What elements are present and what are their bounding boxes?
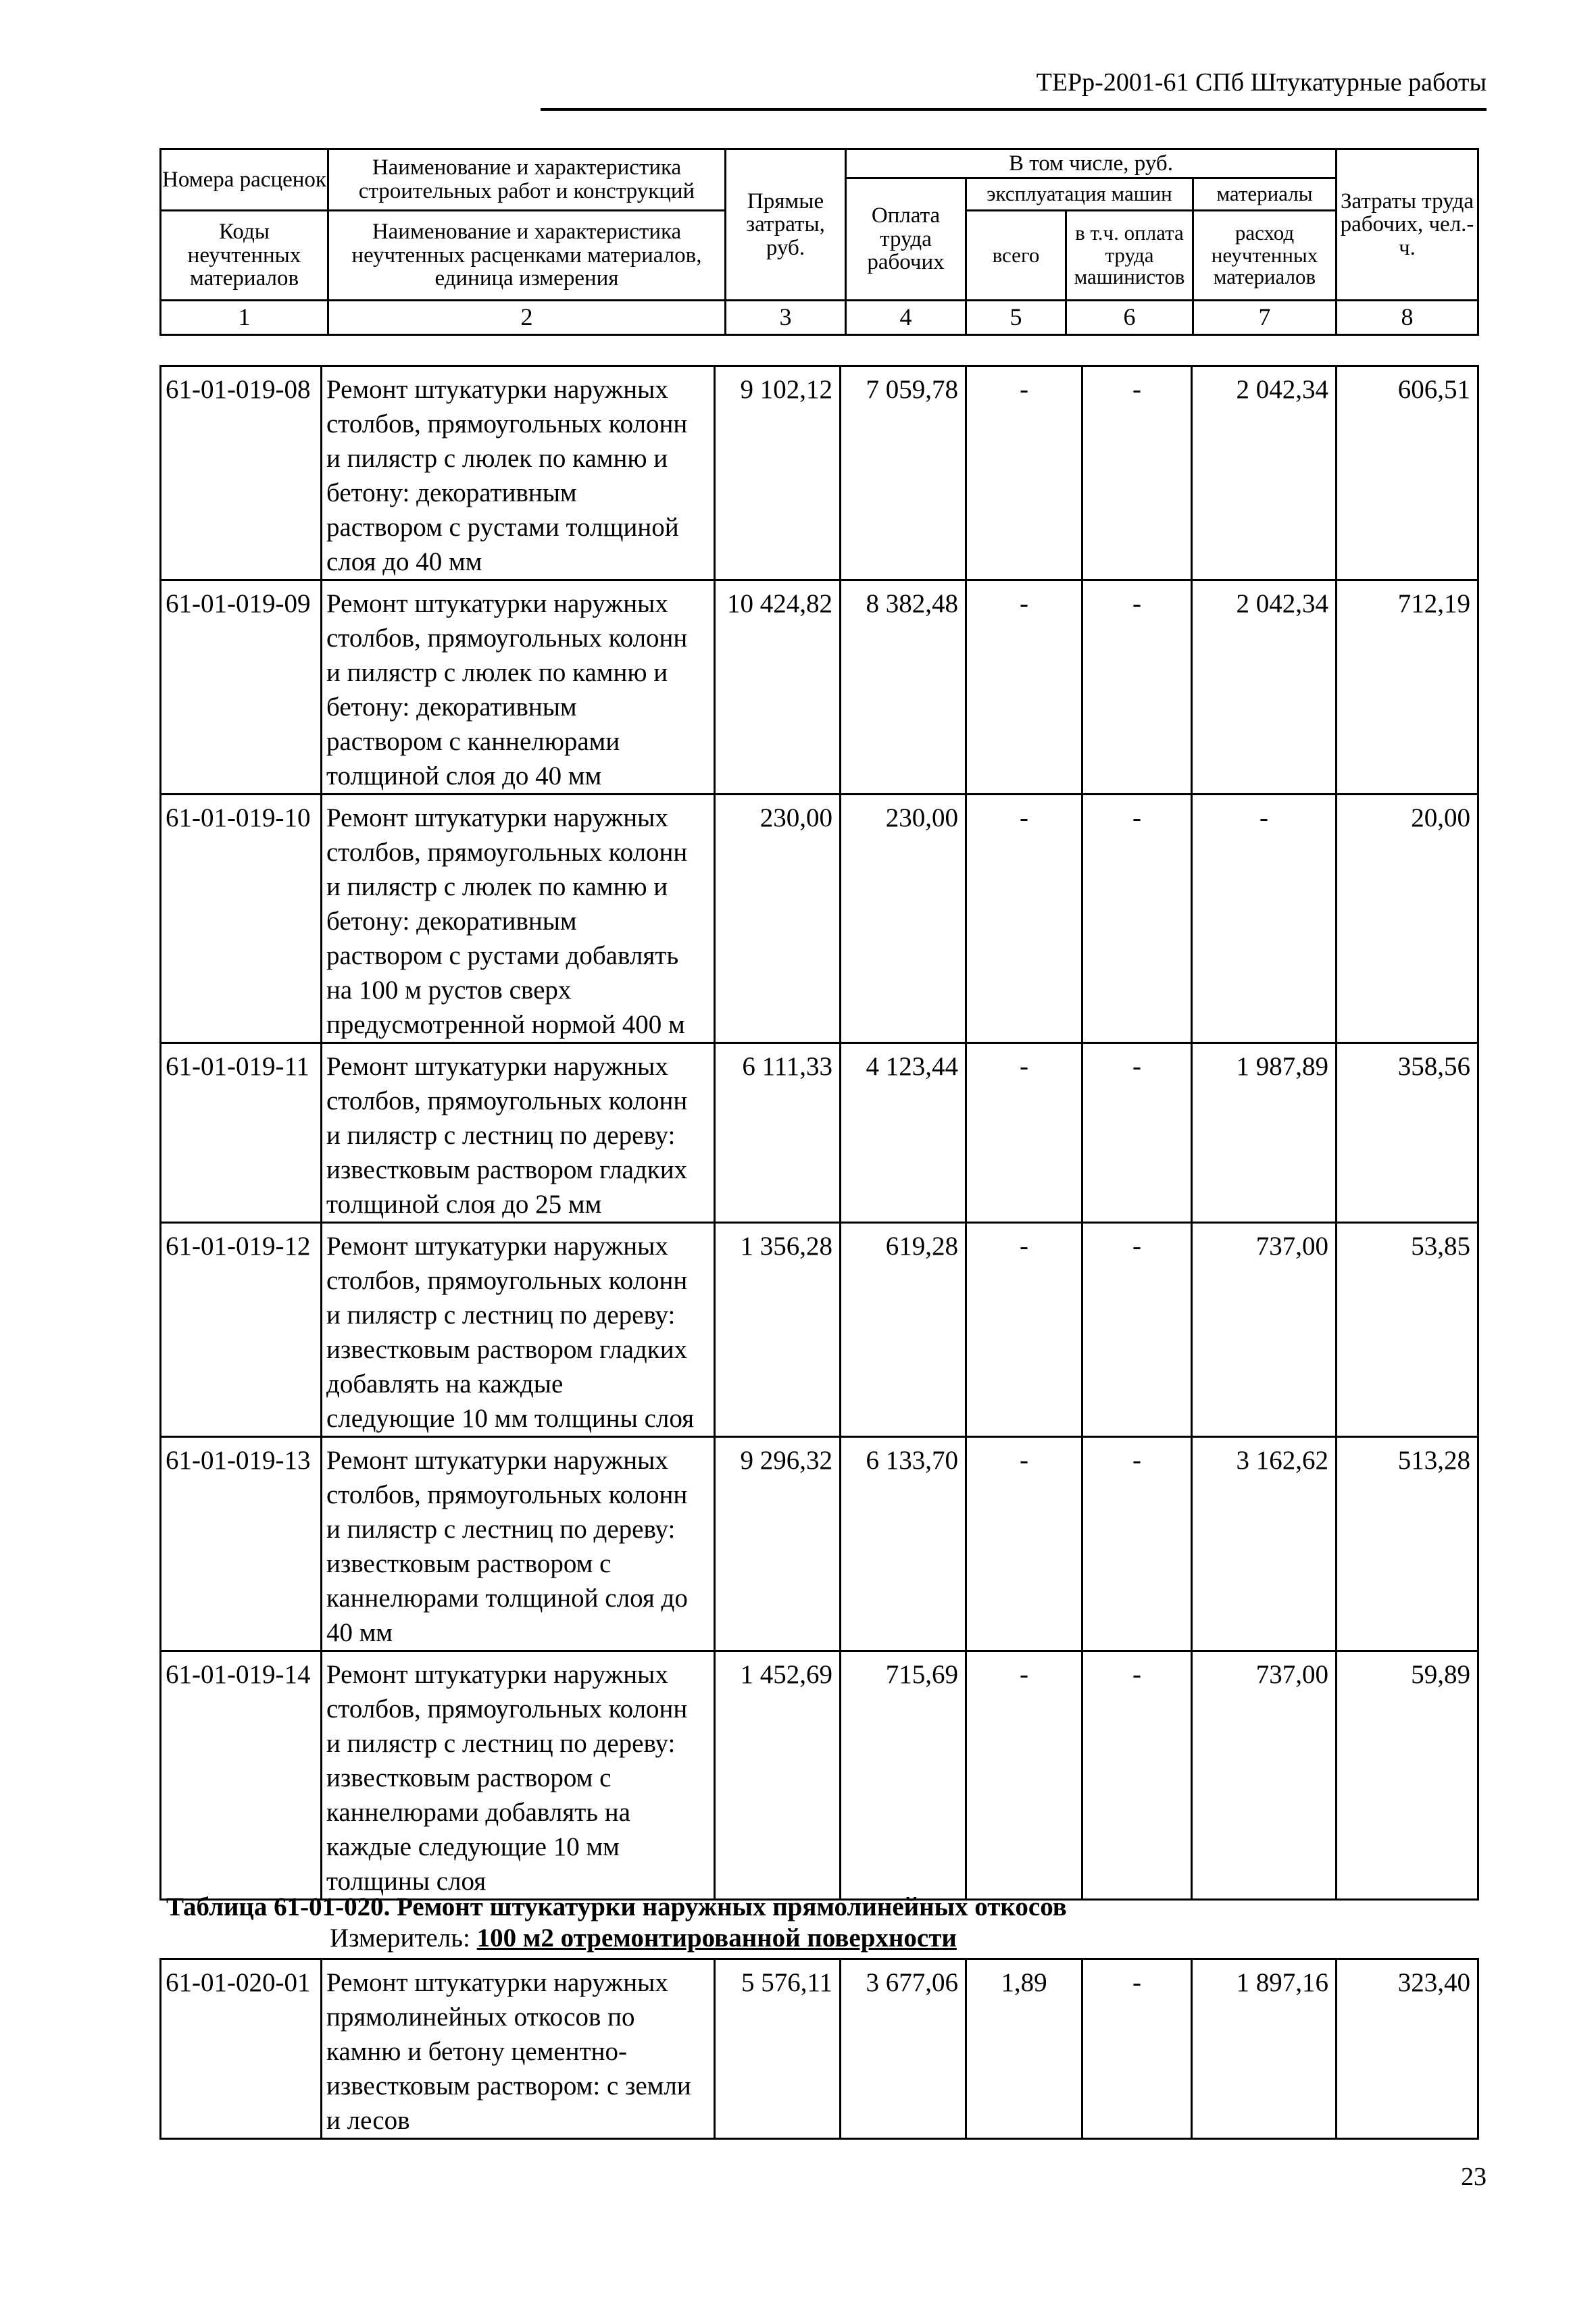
work-description <box>322 1651 715 1900</box>
description-line: на 100 м рустов сверх <box>326 976 572 1005</box>
work-description <box>322 1959 715 2139</box>
column-number: 2 <box>328 301 726 335</box>
direct-costs-value: 10 424,82 <box>715 580 841 795</box>
direct-costs-value: 9 296,32 <box>715 1437 841 1651</box>
direct-costs-value: 1 356,28 <box>715 1223 841 1437</box>
description-line: и лесов <box>326 2106 410 2135</box>
description-line: предусмотренной нормой 400 м <box>326 1010 685 1039</box>
description-line: каннелюрами добавлять на <box>326 1798 630 1827</box>
table-caption: Таблица 61-01-020. Ремонт штукатурки наружных прямолинейных откосов <box>166 1892 1067 1921</box>
labor-hours-value: 712,19 <box>1337 580 1478 795</box>
machinists-pay-value: - <box>1082 580 1192 795</box>
labor-hours-value: 53,85 <box>1337 1223 1478 1437</box>
table-row <box>161 1437 1478 1651</box>
unit-line <box>330 1923 957 1953</box>
description-line: Ремонт штукатурки наружных <box>326 375 668 404</box>
machines-value: - <box>966 1437 1082 1651</box>
column-number: 5 <box>966 301 1066 335</box>
description-line: столбов, прямоугольных колонн <box>326 409 688 438</box>
description-line: столбов, прямоугольных колонн <box>326 1086 688 1115</box>
direct-costs-value: 5 576,11 <box>715 1959 841 2139</box>
materials-value: 737,00 <box>1192 1223 1337 1437</box>
description-line: столбов, прямоугольных колонн <box>326 838 688 867</box>
header-machine-total: всего <box>966 211 1066 301</box>
column-number: 8 <box>1337 301 1478 335</box>
description-line: бетону: декоративным <box>326 907 577 936</box>
materials-value: 3 162,62 <box>1192 1437 1337 1651</box>
work-description <box>322 1223 715 1437</box>
description-line: следующие 10 мм толщины слоя <box>326 1404 695 1433</box>
table-row <box>161 1959 1478 2139</box>
labor-pay-value: 230,00 <box>841 795 966 1043</box>
description-line: Ремонт штукатурки наружных <box>326 1968 668 1997</box>
header-materials: материалы <box>1193 178 1337 211</box>
rate-code: 61-01-019-10 <box>161 795 322 1043</box>
direct-costs-value: 6 111,33 <box>715 1043 841 1223</box>
table-row <box>161 580 1478 795</box>
machinists-pay-value: - <box>1082 1651 1192 1900</box>
header-machinists-pay: в т.ч. оплата труда машинистов <box>1066 211 1193 301</box>
description-line: Ремонт штукатурки наружных <box>326 589 668 618</box>
description-line: столбов, прямоугольных колонн <box>326 1480 688 1509</box>
description-line: известковым раствором: с земли <box>326 2071 691 2101</box>
materials-value: 1 897,16 <box>1192 1959 1337 2139</box>
materials-value: 2 042,34 <box>1192 580 1337 795</box>
work-description <box>322 580 715 795</box>
page-number: 23 <box>1461 2163 1487 2191</box>
rate-code: 61-01-019-13 <box>161 1437 322 1651</box>
labor-pay-value: 3 677,06 <box>841 1959 966 2139</box>
labor-pay-value: 7 059,78 <box>841 366 966 580</box>
description-line: и пилястр с лестниц по дереву: <box>326 1729 676 1758</box>
work-description <box>322 795 715 1043</box>
description-line: бетону: декоративным <box>326 478 577 507</box>
description-line: столбов, прямоугольных колонн <box>326 1266 688 1295</box>
machines-value: - <box>966 1651 1082 1900</box>
description-line: слоя до 40 мм <box>326 547 482 576</box>
description-line: каждые следующие 10 мм <box>326 1832 620 1861</box>
column-number: 4 <box>846 301 966 335</box>
direct-costs-value: 1 452,69 <box>715 1651 841 1900</box>
description-line: толщины слоя <box>326 1867 487 1896</box>
labor-hours-value: 20,00 <box>1337 795 1478 1043</box>
description-line: Ремонт штукатурки наружных <box>326 1446 668 1475</box>
description-line: известковым раствором гладких <box>326 1335 688 1364</box>
rate-code: 61-01-020-01 <box>161 1959 322 2139</box>
table-row <box>161 1043 1478 1223</box>
table-row <box>161 795 1478 1043</box>
machinists-pay-value: - <box>1082 1223 1192 1437</box>
labor-hours-value: 513,28 <box>1337 1437 1478 1651</box>
header-machine-operation: эксплуатация машин <box>966 178 1193 211</box>
rate-code: 61-01-019-09 <box>161 580 322 795</box>
unit-label: Измеритель: <box>330 1923 470 1953</box>
description-line: Ремонт штукатурки наружных <box>326 1052 668 1081</box>
column-number: 6 <box>1066 301 1193 335</box>
header-including: В том числе, руб. <box>846 149 1337 178</box>
description-line: и пилястр с люлек по камню и <box>326 658 668 687</box>
description-line: и пилястр с лестниц по дереву: <box>326 1121 676 1150</box>
work-description <box>322 366 715 580</box>
description-line: раствором с каннелюрами <box>326 727 620 756</box>
description-line: известковым раствором гладких <box>326 1155 688 1184</box>
description-line: и пилястр с люлек по камню и <box>326 444 668 473</box>
labor-pay-value: 715,69 <box>841 1651 966 1900</box>
description-line: раствором с рустами толщиной <box>326 513 679 542</box>
machinists-pay-value: - <box>1082 366 1192 580</box>
table-row <box>161 366 1478 580</box>
labor-pay-value: 6 133,70 <box>841 1437 966 1651</box>
description-line: толщиной слоя до 40 мм <box>326 761 602 790</box>
rate-code: 61-01-019-14 <box>161 1651 322 1900</box>
description-line: и пилястр с лестниц по дереву: <box>326 1301 676 1330</box>
header-labor-pay: Оплата труда рабочих <box>846 178 966 301</box>
machinists-pay-value: - <box>1082 1959 1192 2139</box>
description-line: Ремонт штукатурки наружных <box>326 1232 668 1261</box>
description-line: раствором с рустами добавлять <box>326 941 679 970</box>
machinists-pay-value: - <box>1082 1437 1192 1651</box>
machines-value: - <box>966 1223 1082 1437</box>
description-line: и пилястр с лестниц по дереву: <box>326 1515 676 1544</box>
description-line: добавлять на каждые <box>326 1369 564 1399</box>
rate-code: 61-01-019-12 <box>161 1223 322 1437</box>
header-labor-hours: Затраты труда рабочих, чел.-ч. <box>1337 149 1478 301</box>
machinists-pay-value: - <box>1082 795 1192 1043</box>
machines-value: - <box>966 1043 1082 1223</box>
description-line: столбов, прямоугольных колонн <box>326 1694 688 1724</box>
labor-hours-value: 323,40 <box>1337 1959 1478 2139</box>
rate-code: 61-01-019-08 <box>161 366 322 580</box>
machinists-pay-value: - <box>1082 1043 1192 1223</box>
header-material-codes: Коды неучтенных материалов <box>161 211 328 301</box>
table-row <box>161 1223 1478 1437</box>
rates-table-019 <box>159 365 1479 1901</box>
machines-value: - <box>966 580 1082 795</box>
direct-costs-value: 9 102,12 <box>715 366 841 580</box>
header-rule <box>541 108 1487 111</box>
work-description <box>322 1043 715 1223</box>
labor-hours-value: 606,51 <box>1337 366 1478 580</box>
materials-value: - <box>1192 795 1337 1043</box>
description-line: известковым раствором с <box>326 1763 612 1792</box>
description-line: Ремонт штукатурки наружных <box>326 1660 668 1689</box>
materials-value: 737,00 <box>1192 1651 1337 1900</box>
column-number: 7 <box>1193 301 1337 335</box>
description-line: и пилястр с люлек по камню и <box>326 872 668 901</box>
rates-table-020 <box>159 1958 1479 2140</box>
description-line: толщиной слоя до 25 мм <box>326 1190 602 1219</box>
column-number: 3 <box>726 301 846 335</box>
description-line: известковым раствором с <box>326 1549 612 1578</box>
machines-value: - <box>966 795 1082 1043</box>
labor-hours-value: 358,56 <box>1337 1043 1478 1223</box>
unit-value: 100 м2 отремонтированной поверхности <box>476 1923 957 1953</box>
direct-costs-value: 230,00 <box>715 795 841 1043</box>
machines-value: 1,89 <box>966 1959 1082 2139</box>
work-description <box>322 1437 715 1651</box>
description-line: каннелюрами толщиной слоя до <box>326 1584 688 1613</box>
header-materials-use: расход неучтенных материалов <box>1193 211 1337 301</box>
header-material-name: Наименование и характеристика неучтенных расценками материалов, единица измерения <box>328 211 726 301</box>
description-line: Ремонт штукатурки наружных <box>326 803 668 832</box>
description-line: прямолинейных откосов по <box>326 2003 635 2032</box>
rate-code: 61-01-019-11 <box>161 1043 322 1223</box>
description-line: 40 мм <box>326 1618 393 1647</box>
materials-value: 2 042,34 <box>1192 366 1337 580</box>
column-header-table <box>159 148 1479 336</box>
column-number: 1 <box>161 301 328 335</box>
header-direct-costs: Прямые затраты, руб. <box>726 149 846 301</box>
labor-hours-value: 59,89 <box>1337 1651 1478 1900</box>
header-rate-numbers: Номера расценок <box>161 149 328 211</box>
document-header-title: ТЕРр-2001-61 СПб Штукатурные работы <box>1036 68 1487 97</box>
header-work-name: Наименование и характеристика строительных работ и конструкций <box>328 149 726 211</box>
table-row <box>161 1651 1478 1900</box>
labor-pay-value: 619,28 <box>841 1223 966 1437</box>
machines-value: - <box>966 366 1082 580</box>
labor-pay-value: 4 123,44 <box>841 1043 966 1223</box>
labor-pay-value: 8 382,48 <box>841 580 966 795</box>
description-line: бетону: декоративным <box>326 693 577 722</box>
description-line: столбов, прямоугольных колонн <box>326 624 688 653</box>
description-line: камню и бетону цементно- <box>326 2037 627 2066</box>
materials-value: 1 987,89 <box>1192 1043 1337 1223</box>
